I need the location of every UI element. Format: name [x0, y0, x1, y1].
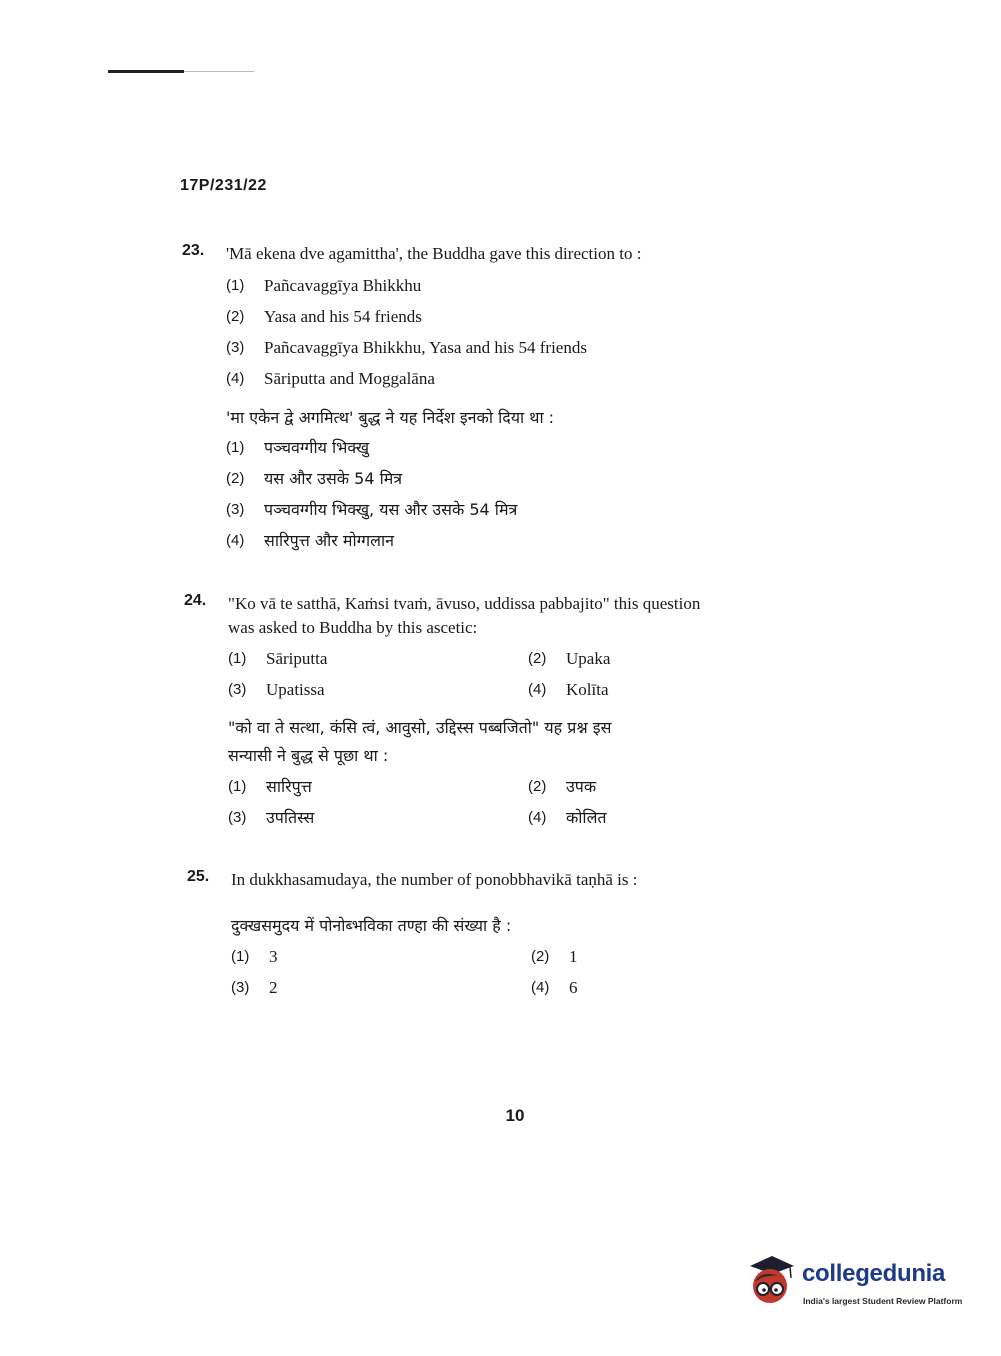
- collegedunia-watermark: [742, 1250, 972, 1314]
- options-hi: [228, 774, 848, 830]
- question-stem-hi-line-2: सन्यासी ने बुद्ध से पूछा था :: [228, 746, 389, 765]
- option: (4) कोलित: [528, 808, 607, 827]
- option: (3) 2: [231, 978, 278, 997]
- options-en: [228, 646, 848, 702]
- option: (1) सारिपुत्त: [228, 777, 312, 796]
- option: (3) Pañcavaggīya Bhikkhu, Yasa and his 54 friends: [226, 338, 587, 357]
- option: (1) पञ्चवग्गीय भिक्खु: [226, 438, 370, 457]
- mascot-logo-icon: [742, 1252, 800, 1310]
- question-stem-en: 'Mā ekena dve agamittha', the Buddha gave this direction to :: [226, 244, 642, 263]
- option: (3) पञ्चवग्गीय भिक्खु, यस और उसके 54 मित्र: [226, 500, 518, 519]
- question-number: 23.: [182, 242, 205, 259]
- option: (4) 6: [531, 978, 578, 997]
- question-stem-en-line-1: "Ko vā te satthā, Kaṁsi tvaṁ, āvuso, uddissa pabbajito" this question: [228, 594, 701, 613]
- option: (2) यस और उसके 54 मित्र: [226, 469, 403, 488]
- question-stem-en-line-2: was asked to Buddha by this ascetic:: [228, 618, 478, 637]
- option: (2) उपक: [528, 777, 597, 796]
- option: (4) Sāriputta and Moggalāna: [226, 369, 435, 388]
- question-number: 24.: [184, 592, 207, 609]
- question-25: [187, 868, 791, 1000]
- option: (3) उपतिस्स: [228, 808, 315, 827]
- question-23: [182, 242, 786, 560]
- brand-name: collegedunia: [802, 1260, 946, 1287]
- option: (2) 1: [531, 947, 578, 966]
- question-24: [184, 592, 848, 830]
- options-en: [226, 274, 786, 398]
- option: (2) Upaka: [528, 649, 611, 668]
- option: (1) Pañcavaggīya Bhikkhu: [226, 276, 422, 295]
- option: (3) Upatissa: [228, 680, 325, 699]
- option: (1) 3: [231, 947, 278, 966]
- option: (1) Sāriputta: [228, 649, 328, 668]
- brand-tagline: India's largest Student Review Platform: [803, 1296, 963, 1306]
- page-number: 10: [505, 1106, 525, 1125]
- options-hi: [226, 436, 786, 560]
- option: (4) सारिपुत्त और मोग्गलान: [226, 531, 394, 550]
- top-rule: [108, 71, 254, 72]
- paper-code: 17P/231/22: [180, 177, 267, 194]
- option: (4) Kolīta: [528, 680, 609, 699]
- question-number: 25.: [187, 868, 210, 885]
- options: [231, 944, 791, 1000]
- question-stem-hi: 'मा एकेन द्वे अगमित्थ' बुद्ध ने यह निर्देश इनको दिया था :: [226, 408, 555, 427]
- question-stem-en: In dukkhasamudaya, the number of ponobbhavikā taṇhā is :: [231, 870, 638, 889]
- question-stem-hi: दुक्खसमुदय में पोनोब्भविका तण्हा की संख्या है :: [231, 916, 512, 935]
- question-stem-hi-line-1: "को वा ते सत्था, कंसि त्वं, आवुसो, उद्दिस्स पब्बजितो" यह प्रश्न इस: [228, 718, 612, 737]
- option: (2) Yasa and his 54 friends: [226, 307, 422, 326]
